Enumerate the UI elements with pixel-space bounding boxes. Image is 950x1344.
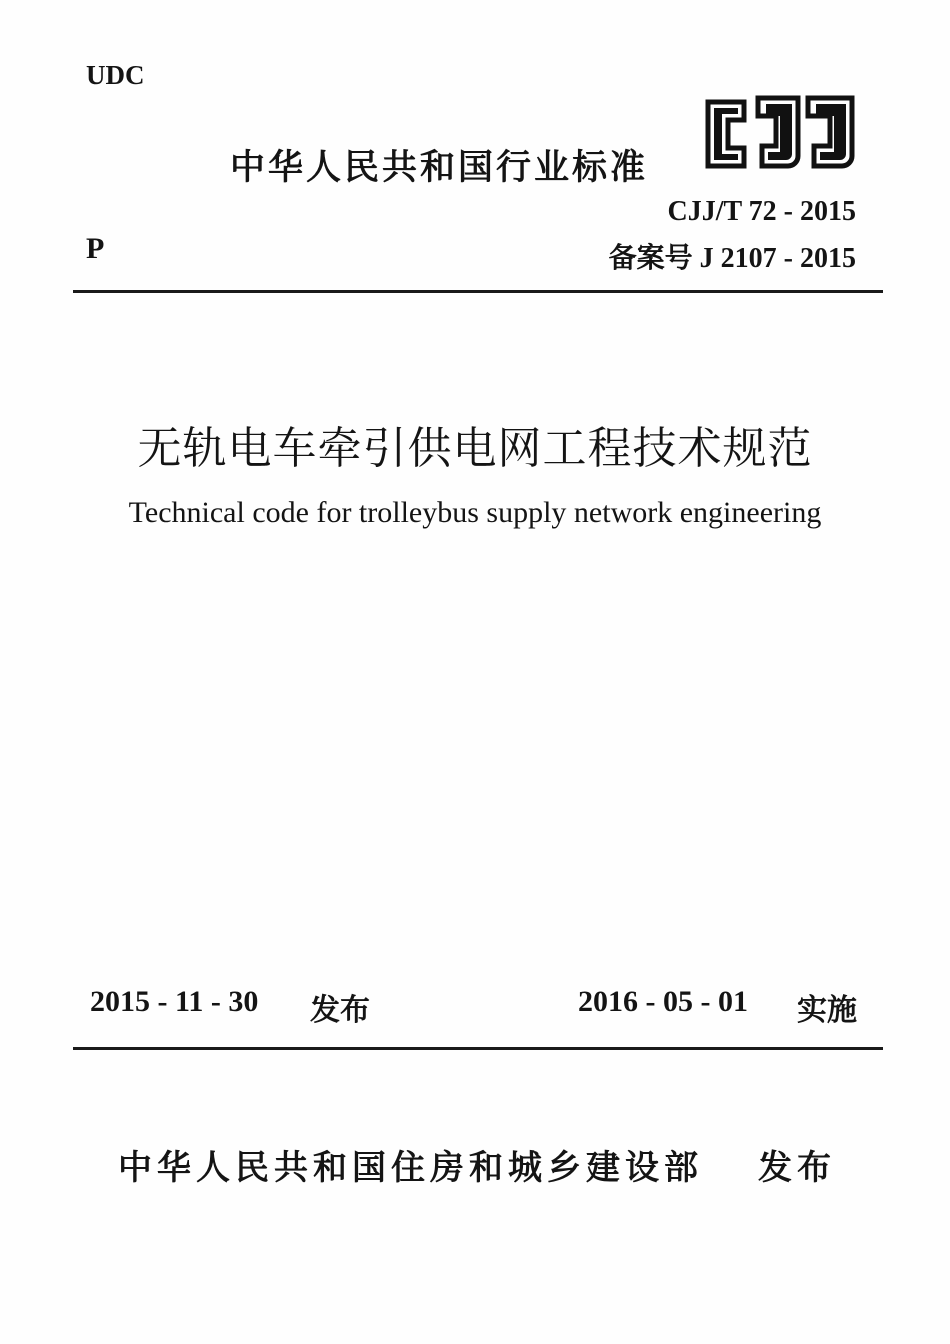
standard-number: CJJ/T 72 - 2015 bbox=[667, 196, 856, 227]
record-number: 备案号 J 2107 - 2015 bbox=[608, 243, 856, 274]
cjj-logo bbox=[700, 92, 860, 172]
issuing-authority: 中华人民共和国住房和城乡建设部 bbox=[118, 1148, 703, 1188]
issuing-action: 发布 bbox=[758, 1148, 836, 1188]
bottom-divider bbox=[73, 1047, 883, 1050]
industry-standard-heading: 中华人民共和国行业标准 bbox=[230, 148, 649, 188]
effective-label: 实施 bbox=[797, 993, 857, 1028]
classification-code: P bbox=[86, 232, 105, 265]
publish-label: 发布 bbox=[310, 993, 370, 1028]
effective-date: 2016 - 05 - 01 bbox=[578, 985, 748, 1018]
cjj-logo-letters bbox=[708, 98, 852, 166]
title-chinese: 无轨电车牵引供电网工程技术规范 bbox=[137, 423, 813, 474]
udc-label: UDC bbox=[86, 60, 145, 90]
title-english: Technical code for trolleybus supply network engineering bbox=[128, 496, 822, 529]
publish-date: 2015 - 11 - 30 bbox=[90, 985, 259, 1018]
top-divider bbox=[73, 290, 883, 293]
